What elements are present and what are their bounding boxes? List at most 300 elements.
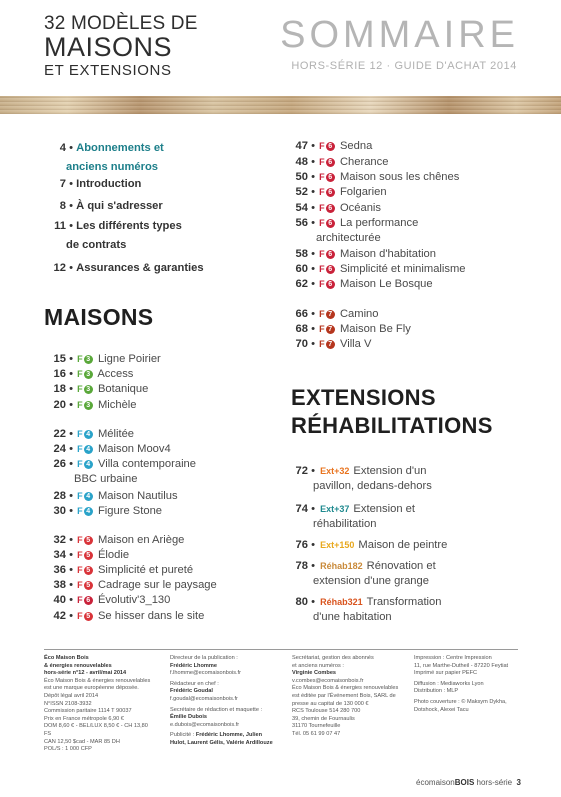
entry-title: Camino <box>336 308 379 320</box>
bullet-separator: • <box>308 539 319 551</box>
entry-title: Maison d'habitation <box>336 248 437 260</box>
entry-title: Rénovation et <box>366 560 436 572</box>
entry-title: La performance <box>336 217 419 229</box>
entry-title: Botanique <box>94 383 149 395</box>
bullet-separator: • <box>308 560 319 572</box>
badge-letter: F <box>319 172 325 182</box>
entry-subtitle: de contrats <box>66 239 127 251</box>
footer-line: est une marque européenne déposée. <box>44 685 139 692</box>
footer-line: et anciens numéros : <box>292 662 344 669</box>
badge-number: 4 <box>84 430 93 439</box>
footer-line: Prix en France métropole 6,90 € <box>44 715 124 722</box>
entry-title: Maison sous les chênes <box>336 171 460 183</box>
page-number: 8 <box>59 200 66 212</box>
entry-title: Maison en Ariège <box>94 534 185 546</box>
bullet-separator: • <box>308 202 319 214</box>
badge-number: 3 <box>84 355 93 364</box>
energy-badge <box>319 216 335 231</box>
toc-entry <box>44 219 182 253</box>
extension-badge: Ext+150 <box>320 540 355 550</box>
badge-number: 7 <box>326 310 335 319</box>
header-line-3: ET EXTENSIONS <box>44 62 172 79</box>
page-number: 80 <box>295 596 308 608</box>
footer-line: DOM 8,60 € - BEL/LUX 8,50 € - CH 13,80 FS <box>44 723 148 737</box>
page-number: 4 <box>59 142 66 154</box>
bullet-separator: • <box>308 263 319 275</box>
toc-entry <box>44 177 141 192</box>
bullet-separator: • <box>308 308 319 320</box>
footer-line: f.goudal@ecomaisonbois.fr <box>170 695 238 702</box>
badge-letter: F <box>77 535 83 545</box>
energy-badge <box>319 307 335 322</box>
footer-line: presse au capital de 130 000 € <box>292 700 369 707</box>
bullet-separator: • <box>66 383 77 395</box>
page-number: 58 <box>295 248 308 260</box>
bullet-separator: • <box>308 278 319 290</box>
toc-entry <box>44 199 163 214</box>
footer-line: POL/S : 1 000 CFP <box>44 746 92 753</box>
badge-letter: F <box>319 141 325 151</box>
page-number: 72 <box>295 465 308 477</box>
bullet-separator: • <box>308 596 319 608</box>
entry-title: Se hisser dans le site <box>94 610 205 622</box>
entry-title: Les différents types <box>76 220 182 232</box>
toc-entry <box>44 367 133 382</box>
toc-entry <box>288 322 411 337</box>
footer-line: Rédacteur en chef : <box>170 680 219 687</box>
toc-entry <box>288 155 388 170</box>
page-number: 3 <box>516 778 521 787</box>
bullet-separator: • <box>66 505 77 517</box>
entry-title: Folgarien <box>336 186 387 198</box>
bullet-separator: • <box>66 594 77 606</box>
page-subtitle: HORS-SÉRIE 12 · GUIDE D'ACHAT 2014 <box>291 60 517 72</box>
badge-number: 6 <box>326 158 335 167</box>
badge-number: 4 <box>84 460 93 469</box>
footer-line: 11, rue Marthe-Dutheil - 87220 Feytiat <box>414 662 509 669</box>
badge-letter: F <box>319 324 325 334</box>
badge-letter: F <box>77 459 83 469</box>
entry-title: Villa V <box>336 338 372 350</box>
entry-title: Cadrage sur le paysage <box>94 579 217 591</box>
page-title: SOMMAIRE <box>280 14 519 56</box>
bullet-separator: • <box>66 200 77 212</box>
page-number: 20 <box>53 399 66 411</box>
entry-title: Maison de peintre <box>358 539 448 551</box>
section-title-extensions <box>291 384 493 440</box>
energy-badge <box>319 139 335 154</box>
entry-subtitle: architecturée <box>316 232 381 244</box>
toc-entry <box>291 595 442 625</box>
section-title-extensions-line2: RÉHABILITATIONS <box>291 413 493 438</box>
page-number: 60 <box>295 263 308 275</box>
energy-badge <box>77 352 93 367</box>
bullet-separator: • <box>66 534 77 546</box>
footer-brand: écomaison <box>416 778 455 787</box>
entry-title: Access <box>94 368 134 380</box>
bullet-separator: • <box>308 171 319 183</box>
page-number: 62 <box>295 278 308 290</box>
entry-title: Extension et <box>353 503 415 515</box>
badge-letter: F <box>77 491 83 501</box>
footer-line: Photo couverture : © Maksym Dykha, <box>414 698 507 705</box>
toc-entry <box>288 337 371 352</box>
page-number: 38 <box>53 579 66 591</box>
bullet-separator: • <box>66 428 77 440</box>
footer-line: Imprimé sur papier PEFC <box>414 670 478 677</box>
entry-subtitle: extension d'une grange <box>313 575 429 587</box>
page-number: 76 <box>295 539 308 551</box>
energy-badge <box>319 337 335 352</box>
bullet-separator: • <box>308 140 319 152</box>
energy-badge <box>319 185 335 200</box>
footer-line: Éco Maison Bois <box>44 655 89 661</box>
entry-subtitle: réhabilitation <box>313 518 377 530</box>
entry-title: Élodie <box>94 549 130 561</box>
page-number: 26 <box>53 458 66 470</box>
footer-line: 31170 Tournefeuille <box>292 723 341 730</box>
energy-badge <box>77 427 93 442</box>
toc-entry <box>291 464 432 494</box>
toc-entry <box>44 442 171 457</box>
page-number: 40 <box>53 594 66 606</box>
bullet-separator: • <box>66 549 77 561</box>
energy-badge <box>77 563 93 578</box>
entry-title: Introduction <box>76 178 142 190</box>
energy-badge <box>77 367 93 382</box>
entry-title: Océanis <box>336 202 381 214</box>
energy-badge <box>77 398 93 413</box>
footer-line: Éco Maison Bois & énergies renouvelables <box>44 677 151 684</box>
page-number: 70 <box>295 338 308 350</box>
page-number: 54 <box>295 202 308 214</box>
toc-entry <box>291 538 447 553</box>
badge-number: 5 <box>84 581 93 590</box>
footer-line: Commission paritaire 1114 T 90037 <box>44 708 132 715</box>
footer-line: hors-série n°12 - avril/mai 2014 <box>44 670 127 677</box>
page-number: 28 <box>53 490 66 502</box>
header-line-2: MAISONS <box>44 32 173 62</box>
badge-letter: F <box>77 384 83 394</box>
toc-entry <box>44 578 217 593</box>
bullet-separator: • <box>308 465 319 477</box>
extension-badge: Réhab321 <box>320 597 363 607</box>
entry-title: Michèle <box>94 399 137 411</box>
bullet-separator: • <box>66 610 77 622</box>
energy-badge <box>77 442 93 457</box>
header-line-1: 32 MODÈLES DE <box>44 13 198 34</box>
badge-number: 6 <box>84 596 93 605</box>
energy-badge <box>77 504 93 519</box>
energy-badge <box>319 155 335 170</box>
page-number: 15 <box>53 353 66 365</box>
footer-brand-bold: BOIS <box>454 778 475 787</box>
bullet-separator: • <box>66 443 77 455</box>
footer-line: Frédéric Lhomme <box>170 662 217 669</box>
entry-title: Villa contemporaine <box>94 458 197 470</box>
page-number: 47 <box>295 140 308 152</box>
page-number: 78 <box>295 560 308 572</box>
entry-title: Simplicité et minimalisme <box>336 263 466 275</box>
footer-line: Hulot, Laurent Gélis, Valérie Ardillouze <box>170 739 273 746</box>
page-number: 24 <box>53 443 66 455</box>
footer-line: Virginie Combes <box>292 670 337 677</box>
entry-subtitle: pavillon, dedans-dehors <box>313 480 432 492</box>
badge-number: 5 <box>84 612 93 621</box>
footer-line: Secrétaire de rédaction et maquette : <box>170 706 263 713</box>
footer-line: N°ISSN 2108-3932 <box>44 700 92 707</box>
page-number: 52 <box>295 186 308 198</box>
page-number: 12 <box>53 262 66 274</box>
badge-number: 6 <box>326 204 335 213</box>
badge-number: 4 <box>84 507 93 516</box>
wood-banner <box>0 96 561 114</box>
badge-letter: F <box>77 369 83 379</box>
badge-number: 6 <box>326 142 335 151</box>
footer-line: v.combes@ecomaisonbois.fr <box>292 677 364 684</box>
bullet-separator: • <box>66 579 77 591</box>
page-number: 56 <box>295 217 308 229</box>
toc-entry <box>44 352 161 367</box>
bullet-separator: • <box>66 220 77 232</box>
footer-line: f.lhomme@ecomaisonbois.fr <box>170 670 241 677</box>
page-number: 36 <box>53 564 66 576</box>
bullet-separator: • <box>66 353 77 365</box>
badge-letter: F <box>319 309 325 319</box>
footer-line: Secrétariat, gestion des abonnés <box>292 655 374 661</box>
footer-publisher-info <box>292 655 408 739</box>
toc-entry <box>44 427 134 442</box>
energy-badge <box>319 262 335 277</box>
entry-title: Abonnements et <box>76 142 164 154</box>
badge-number: 5 <box>84 536 93 545</box>
page-number: 7 <box>59 178 66 190</box>
entry-title: Maison Moov4 <box>94 443 171 455</box>
badge-number: 6 <box>326 173 335 182</box>
page-number: 74 <box>295 503 308 515</box>
bullet-separator: • <box>308 156 319 168</box>
entry-subtitle: anciens numéros <box>66 161 159 173</box>
entry-title: À qui s'adresser <box>76 200 163 212</box>
badge-number: 7 <box>326 325 335 334</box>
energy-badge <box>77 382 93 397</box>
badge-number: 3 <box>84 401 93 410</box>
energy-badge <box>77 489 93 504</box>
entry-title: Simplicité et pureté <box>94 564 194 576</box>
extension-badge: Réhab182 <box>320 561 363 571</box>
toc-entry <box>288 307 379 322</box>
page-number: 30 <box>53 505 66 517</box>
toc-entry <box>44 382 148 397</box>
entry-title: Évolutiv'3_130 <box>94 594 171 606</box>
bullet-separator: • <box>66 142 77 154</box>
toc-entry <box>288 201 381 216</box>
page-number: 50 <box>295 171 308 183</box>
footer-line: CAN 12,50 $cad - MAR 85 DH <box>44 738 120 745</box>
bullet-separator: • <box>66 399 77 411</box>
toc-entry <box>44 489 178 504</box>
footer-divider <box>44 649 518 650</box>
footer-line: est éditée par l'Événement Bois, SARL de <box>292 692 396 699</box>
badge-number: 7 <box>326 340 335 349</box>
badge-number: 4 <box>84 492 93 501</box>
page-number: 66 <box>295 308 308 320</box>
badge-letter: F <box>77 506 83 516</box>
entry-subtitle: d'une habitation <box>313 611 392 623</box>
badge-letter: F <box>77 595 83 605</box>
badge-number: 3 <box>84 385 93 394</box>
entry-title: Figure Stone <box>94 505 163 517</box>
footer-printing-info <box>414 655 526 714</box>
footer-publication-info <box>44 655 152 754</box>
footer-line: 39, chemin de Fournaulis <box>292 715 355 722</box>
badge-letter: F <box>77 611 83 621</box>
section-title-extensions-line1: EXTENSIONS <box>291 385 436 410</box>
energy-badge <box>77 578 93 593</box>
toc-entry <box>291 559 436 589</box>
badge-number: 6 <box>326 265 335 274</box>
toc-entry <box>288 139 372 154</box>
footer-line: & énergies renouvelables <box>44 662 112 669</box>
bullet-separator: • <box>66 458 77 470</box>
badge-letter: F <box>77 550 83 560</box>
entry-title: Extension d'un <box>353 465 427 477</box>
toc-entry <box>44 609 204 624</box>
toc-entry <box>44 563 193 578</box>
bullet-separator: • <box>66 178 77 190</box>
footer-text: hors-série <box>476 778 513 787</box>
toc-entry <box>288 216 418 246</box>
entry-title: Mélitée <box>94 428 135 440</box>
toc-entry <box>44 548 129 563</box>
badge-number: 6 <box>326 219 335 228</box>
toc-entry <box>44 261 204 276</box>
badge-letter: F <box>77 580 83 590</box>
footer-line: Éco Maison Bois & énergies renouvelables <box>292 685 399 692</box>
energy-badge <box>77 533 93 548</box>
energy-badge <box>77 593 93 608</box>
badge-letter: F <box>319 264 325 274</box>
footer-line: Directeur de la publication : <box>170 655 238 661</box>
page-number: 34 <box>53 549 66 561</box>
badge-letter: F <box>77 565 83 575</box>
entry-title: Transformation <box>366 596 442 608</box>
footer-line: Publicité : Frédéric Lhomme, Julien <box>170 732 263 739</box>
section-title-maisons: MAISONS <box>44 304 154 330</box>
magazine-cover-line <box>44 14 198 78</box>
badge-letter: F <box>319 218 325 228</box>
page-number: 68 <box>295 323 308 335</box>
toc-entry <box>44 593 170 608</box>
badge-letter: F <box>77 444 83 454</box>
page-number: 16 <box>53 368 66 380</box>
footer-line: e.dubois@ecomaisonbois.fr <box>170 721 240 728</box>
entry-title: Maison Le Bosque <box>336 278 433 290</box>
toc-entry <box>44 533 184 548</box>
badge-letter: F <box>319 339 325 349</box>
badge-letter: F <box>319 187 325 197</box>
entry-title: Maison Be Fly <box>336 323 411 335</box>
toc-entry <box>44 141 164 175</box>
toc-entry <box>44 504 162 519</box>
bullet-separator: • <box>308 323 319 335</box>
extension-badge: Ext+32 <box>320 466 350 476</box>
energy-badge <box>77 548 93 563</box>
badge-letter: F <box>319 203 325 213</box>
page-number: 18 <box>53 383 66 395</box>
toc-entry <box>288 262 466 277</box>
toc-entry <box>44 398 137 413</box>
entry-title: Cherance <box>336 156 389 168</box>
energy-badge <box>319 247 335 262</box>
toc-entry <box>44 457 196 487</box>
badge-letter: F <box>319 157 325 167</box>
extension-badge: Ext+37 <box>320 504 350 514</box>
badge-number: 6 <box>326 250 335 259</box>
energy-badge <box>319 277 335 292</box>
badge-letter: F <box>319 249 325 259</box>
badge-letter: F <box>77 400 83 410</box>
footer-line: Dépôt légal avril 2014 <box>44 692 99 699</box>
page-footer <box>416 778 521 787</box>
footer-line: Dotshock, Alexei Tacu <box>414 706 469 713</box>
entry-title: Ligne Poirier <box>94 353 161 365</box>
footer-editorial-team <box>170 655 288 748</box>
toc-entry <box>291 502 415 532</box>
footer-line: Émilie Dubois <box>170 714 207 721</box>
badge-number: 3 <box>84 370 93 379</box>
energy-badge <box>77 457 93 472</box>
footer-line: Diffusion : Mediaworks Lyon <box>414 680 484 687</box>
footer-line: Impression : Centre Impression <box>414 655 492 661</box>
energy-badge <box>319 201 335 216</box>
page-number: 32 <box>53 534 66 546</box>
entry-title: Assurances & garanties <box>76 262 204 274</box>
badge-letter: F <box>77 354 83 364</box>
footer-line: Tél. 05 61 99 07 47 <box>292 730 341 737</box>
footer-line: Frédéric Goudal <box>170 688 213 695</box>
bullet-separator: • <box>66 490 77 502</box>
bullet-separator: • <box>308 217 319 229</box>
bullet-separator: • <box>66 564 77 576</box>
page-number: 48 <box>295 156 308 168</box>
bullet-separator: • <box>308 338 319 350</box>
bullet-separator: • <box>308 503 319 515</box>
bullet-separator: • <box>308 248 319 260</box>
energy-badge <box>319 170 335 185</box>
bullet-separator: • <box>66 368 77 380</box>
toc-entry <box>288 185 387 200</box>
badge-letter: F <box>319 279 325 289</box>
entry-title: Maison Nautilus <box>94 490 178 502</box>
entry-title: Sedna <box>336 140 373 152</box>
toc-entry <box>288 277 433 292</box>
page-number: 11 <box>54 220 66 232</box>
badge-number: 6 <box>326 280 335 289</box>
badge-number: 5 <box>84 551 93 560</box>
bullet-separator: • <box>66 262 77 274</box>
toc-entry <box>288 170 459 185</box>
entry-subtitle: BBC urbaine <box>74 473 138 485</box>
toc-entry <box>288 247 436 262</box>
badge-letter: F <box>77 429 83 439</box>
badge-number: 6 <box>326 188 335 197</box>
footer-line: RCS Toulouse 514 280 700 <box>292 708 361 715</box>
energy-badge <box>319 322 335 337</box>
footer-line: Distribution : MLP <box>414 688 459 695</box>
badge-number: 4 <box>84 445 93 454</box>
badge-number: 5 <box>84 566 93 575</box>
